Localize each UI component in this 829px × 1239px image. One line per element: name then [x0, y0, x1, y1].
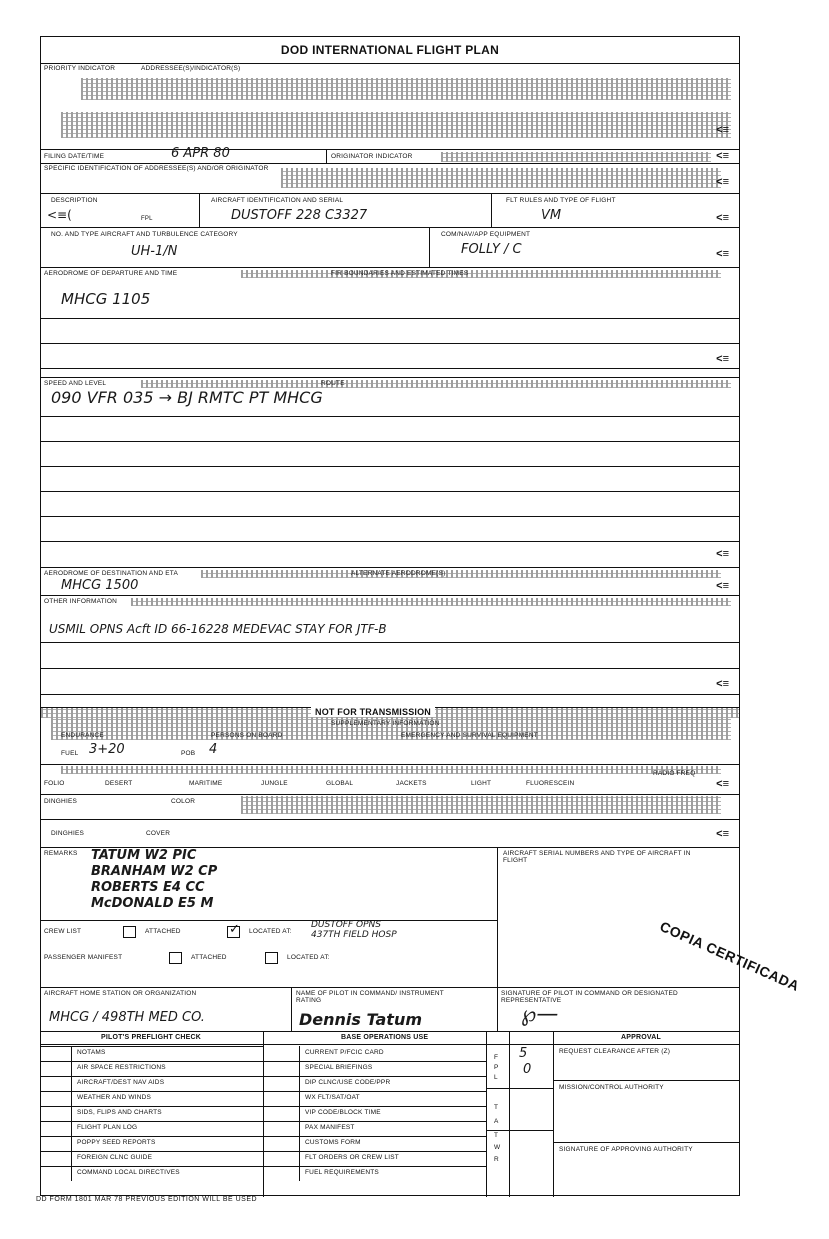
aircraft-type-value: UH-1/N	[131, 244, 178, 259]
filing-date-value: 6 APR 80	[171, 146, 230, 161]
base-item-8: FUEL REQUIREMENTS	[305, 1169, 379, 1176]
speed-level-label: SPEED AND LEVEL	[44, 380, 107, 387]
priority-label: PRIORITY INDICATOR	[44, 65, 116, 72]
fpl-digit-1: 5	[519, 1046, 528, 1061]
crew-location-value: DUSTOFF OPNS 437TH FIELD HOSP	[311, 920, 397, 940]
end-mark: <≡	[716, 124, 729, 136]
fuel-value: 3+20	[89, 742, 125, 757]
request-clearance-label: REQUEST CLEARANCE AFTER (Z)	[559, 1048, 671, 1055]
remarks-line-3: McDONALD E5 M	[91, 896, 214, 911]
equip-item-8: RADIO FREQ	[653, 770, 696, 777]
item9-row: NO. AND TYPE AIRCRAFT AND TURBULENCE CATEGORY COM/NAV/APP EQUIPMENT UH-1/N FOLLY / C <≡	[41, 227, 739, 267]
supplementary-label: SUPPLEMENTARY INFORMATION	[331, 720, 440, 727]
certified-copy-stamp: COPIA CERTIFICADA	[657, 918, 803, 995]
flight-rules-value: VM	[541, 208, 562, 223]
pax-attached-checkbox[interactable]	[169, 952, 182, 964]
other-info-label: OTHER INFORMATION	[44, 598, 117, 605]
base-item-6: CUSTOMS FORM	[305, 1139, 361, 1146]
route-label: ROUTE	[321, 380, 345, 387]
base-item-2: DIP CLNC/USE CODE/PPR	[305, 1079, 391, 1086]
preflight-item-0: NOTAMS	[77, 1049, 106, 1056]
signature-label: SIGNATURE OF PILOT IN COMMAND OR DESIGNATED REPRESENTATIVE	[501, 990, 678, 1004]
specific-id-row: SPECIFIC IDENTIFICATION OF ADDRESSEE(S) AND/OR ORIGINATOR <≡	[41, 163, 739, 193]
checks-section: PILOT'S PREFLIGHT CHECK BASE OPERATIONS USE APPROVAL REQUEST CLEARANCE AFTER (Z) MISSION/CONTROL AUTHORITY SIGNATURE OF APPROVING AUTHORITY 5 0 F P L T A T W R NOTAMS AIR SPACE RESTRICTIONS AIRCRAFT/DEST NAV AIDS WEATHER AND WINDS SIDS, FLIPS AND CHARTS FLIGHT PLAN LOG POPPY SEED REPORTS FOREIGN CLNC GUIDE COMMAND LOCAL DIRECTIVES CURRENT P/FCIC CARD SPECIAL BRIEFINGS DIP CLNC/USE CODE/PPR WX FLT/SAT/OAT VIP CODE/BLOCK TIME PAX MANIFEST CUSTOMS FORM FLT ORDERS OR CREW LIST FUEL REQUIREMENTS	[41, 1031, 739, 1197]
preflight-item-2: AIRCRAFT/DEST NAV AIDS	[77, 1079, 165, 1086]
aerodrome-dep-label: AERODROME OF DEPARTURE AND TIME	[44, 270, 178, 277]
flt-rules-label: FLT RULES AND TYPE OF FLIGHT	[506, 197, 616, 204]
route-section: SPEED AND LEVEL ROUTE 090 VFR 035 → BJ RMTC PT MHCG <≡	[41, 377, 739, 567]
approval-label: APPROVAL	[621, 1034, 661, 1041]
filing-date-label: FILING DATE/TIME	[44, 153, 105, 160]
pob-label: POB	[181, 750, 196, 757]
dinghies-row: DINGHIES COVER <≡	[41, 819, 739, 847]
preflight-item-1: AIR SPACE RESTRICTIONS	[77, 1064, 166, 1071]
base-item-4: VIP CODE/BLOCK TIME	[305, 1109, 381, 1116]
equip-item-5: JACKETS	[396, 780, 427, 787]
persons-label: PERSONS ON BOARD	[211, 732, 283, 739]
base-ops-label: BASE OPERATIONS USE	[341, 1034, 429, 1041]
aircraft-id-value: DUSTOFF 228 C3327	[231, 208, 368, 223]
base-item-0: CURRENT P/FCIC CARD	[305, 1049, 384, 1056]
fuel-label: FUEL	[61, 750, 79, 757]
preflight-item-6: POPPY SEED REPORTS	[77, 1139, 156, 1146]
pilot-section	[41, 987, 739, 1031]
equip-item-3: JUNGLE	[261, 780, 288, 787]
filing-row: FILING DATE/TIME 6 APR 80 ORIGINATOR INDICATOR <≡	[41, 149, 739, 163]
com-nav-label: COM/NAV/APP EQUIPMENT	[441, 231, 531, 238]
addressees-section	[41, 63, 739, 149]
preflight-item-3: WEATHER AND WINDS	[77, 1094, 152, 1101]
pilot-name-label: NAME OF PILOT IN COMMAND/ INSTRUMENT RATING	[296, 990, 444, 1004]
remarks-section: REMARKS AIRCRAFT SERIAL NUMBERS AND TYPE OF AIRCRAFT IN FLIGHT TATUM W2 PIC BRANHAM W2 CP ROBERTS E4 CC McDONALD E5 M CREW LIST ATTACHED ✓ LOCATED AT: DUSTOFF OPNS 437TH FIELD HOSP PASSENGER MANIFEST ATTACHED LOCATED AT:	[41, 847, 739, 987]
equipment-value: FOLLY / C	[461, 242, 522, 257]
route-value: 090 VFR 035 → BJ RMTC PT MHCG	[51, 388, 323, 407]
equip-item-7: FLUORESCEIN	[526, 780, 575, 787]
no-type-label: NO. AND TYPE AIRCRAFT AND TURBULENCE CATEGORY	[51, 231, 238, 238]
preflight-item-4: SIDS, FLIPS AND CHARTS	[77, 1109, 162, 1116]
emergency-label: EMERGENCY AND SURVIVAL EQUIPMENT	[401, 732, 538, 739]
equip-item-0: FOLIO	[44, 780, 65, 787]
aircraft-serial-label: AIRCRAFT SERIAL NUMBERS AND TYPE OF AIRCRAFT IN FLIGHT	[503, 850, 691, 864]
preflight-item-7: FOREIGN CLNC GUIDE	[77, 1154, 153, 1161]
destination-value: MHCG 1500	[61, 578, 139, 593]
cover-label: COVER	[146, 830, 171, 837]
approving-sig-label: SIGNATURE OF APPROVING AUTHORITY	[559, 1146, 693, 1153]
passenger-manifest-label: PASSENGER MANIFEST	[44, 954, 123, 961]
dinghies-label: DINGHIES	[44, 798, 78, 805]
equip-item-2: MARITIME	[189, 780, 223, 787]
supplementary-section: NOT FOR TRANSMISSION SUPPLEMENTARY INFORMATION ENDURANCE PERSONS ON BOARD EMERGENCY AND SURVIVAL EQUIPMENT FUEL 3+20 POB 4 FOLIO DESERT MARITIME JUNGLE GLOBAL JACKETS LIGHT FLUORESCEIN RADIO FREQ <≡ DINGHIES COLOR	[41, 707, 739, 819]
form-footer: DD FORM 1801 MAR 78 PREVIOUS EDITION WILL BE USED	[36, 1196, 258, 1203]
crew-list-label: CREW LIST	[44, 928, 82, 935]
preflight-item-5: FLIGHT PLAN LOG	[77, 1124, 138, 1131]
originator-label: ORIGINATOR INDICATOR	[331, 153, 413, 160]
preflight-label: PILOT'S PREFLIGHT CHECK	[101, 1034, 201, 1041]
aircraft-id-label: AIRCRAFT IDENTIFICATION AND SERIAL	[211, 197, 344, 204]
color-label: COLOR	[171, 798, 196, 805]
remarks-line-1: BRANHAM W2 CP	[91, 864, 218, 879]
other-info-value: USMIL OPNS Acft ID 66-16228 MEDEVAC STAY FOR JTF-B	[49, 622, 387, 636]
item7-prefix: <≡(	[47, 208, 72, 222]
alternate-label: ALTERNATE AERODROME(S)	[351, 570, 446, 577]
equip-item-6: LIGHT	[471, 780, 492, 787]
equip-item-4: GLOBAL	[326, 780, 354, 787]
remarks-line-0: TATUM W2 PIC	[91, 848, 197, 863]
aerodrome-dest-label: AERODROME OF DESTINATION AND ETA	[44, 570, 179, 577]
endurance-label: ENDURANCE	[61, 732, 104, 739]
departure-section: AERODROME OF DEPARTURE AND TIME FIR BOUNDARIES AND ESTIMATED TIMES MHCG 1105 <≡	[41, 267, 739, 377]
specific-id-label: SPECIFIC IDENTIFICATION OF ADDRESSEE(S) AND/OR ORIGINATOR	[44, 165, 269, 172]
mission-control-label: MISSION/CONTROL AUTHORITY	[559, 1084, 664, 1091]
fpl-digit-2: 0	[523, 1062, 532, 1077]
form-title: DOD INTERNATIONAL FLIGHT PLAN	[280, 43, 500, 57]
remarks-label: REMARKS	[44, 850, 78, 857]
pilot-signature: Dennis Tatum	[299, 1010, 423, 1029]
preflight-item-8: COMMAND LOCAL DIRECTIVES	[77, 1169, 180, 1176]
crew-located-checkbox[interactable]: ✓	[229, 921, 240, 936]
destination-row: AERODROME OF DESTINATION AND ETA ALTERNATE AERODROME(S) MHCG 1500 <≡	[41, 567, 739, 595]
item7-row: DESCRIPTION AIRCRAFT IDENTIFICATION AND SERIAL FLT RULES AND TYPE OF FLIGHT <≡( FPL DUSTOFF 228 C3327 VM <≡	[41, 193, 739, 227]
pilot-signature-mark: ℘—	[521, 1002, 559, 1027]
other-info-section: OTHER INFORMATION USMIL OPNS Acft ID 66-16228 MEDEVAC STAY FOR JTF-B <≡	[41, 595, 739, 707]
flight-plan-form	[40, 36, 740, 1196]
base-item-3: WX FLT/SAT/OAT	[305, 1094, 360, 1101]
base-item-1: SPECIAL BRIEFINGS	[305, 1064, 373, 1071]
departure-value: MHCG 1105	[61, 290, 151, 308]
base-item-7: FLT ORDERS OR CREW LIST	[305, 1154, 399, 1161]
addressees-label: ADDRESSEE(S)/INDICATOR(S)	[141, 65, 241, 72]
base-item-5: PAX MANIFEST	[305, 1124, 355, 1131]
equip-item-1: DESERT	[105, 780, 133, 787]
fir-label: FIR BOUNDARIES AND ESTIMATED TIMES	[331, 270, 469, 277]
home-station-label: AIRCRAFT HOME STATION OR ORGANIZATION	[44, 990, 197, 997]
crew-attached-checkbox[interactable]	[123, 926, 136, 938]
not-for-transmission-label: NOT FOR TRANSMISSION	[311, 707, 435, 717]
description-label: DESCRIPTION	[51, 197, 98, 204]
remarks-line-2: ROBERTS E4 CC	[91, 880, 205, 895]
pax-located-checkbox[interactable]	[265, 952, 278, 964]
pob-value: 4	[209, 742, 218, 757]
home-station-value: MHCG / 498TH MED CO.	[49, 1010, 205, 1025]
